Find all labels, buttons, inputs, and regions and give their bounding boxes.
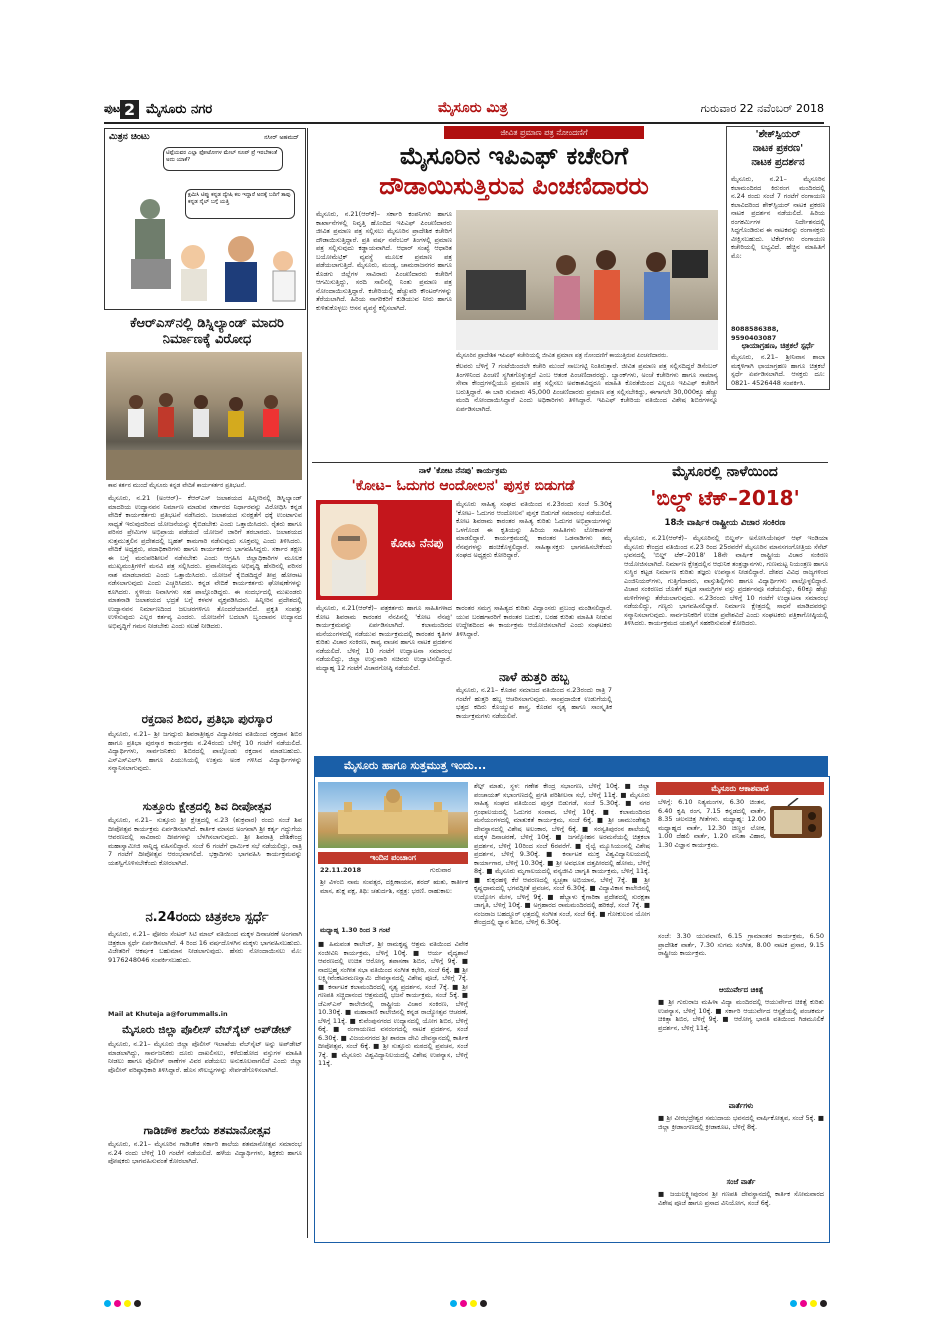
blood-camp-headline: ರಕ್ತದಾನ ಶಿಬಿರ, ಪ್ರತಿಭಾ ಪುರಸ್ಕಾರ xyxy=(141,712,273,726)
page-header xyxy=(104,100,824,124)
lead-body-col1: ಮೈಸೂರು, ನ.21(ಆರ್‌ಕೆ)– ಸರ್ಕಾರಿ ಕಂಪನಿಗಳು ಹಾಗೂ ಕಾರ್ಖಾನೆಗಳಲ್ಲಿ ನಿವೃತ್ತಿ ಹೊಂದಿದ ಇಪಿಎಫ್ ಪಿಂಚಣಿದಾರರು ಜೀವಿತ ಪ್ರಮಾಣ ಪತ್ರ ಸಲ್ಲಿಸಲು ಮೈಸೂರಿನ ಪ್ರಾದೇಶಿಕ ಕಚೇರಿಗೆ ದೌಡಾಯಿಸುತ್ತಿದ್ದಾರೆ. ಪ್ರತಿ ವರ್ಷ ನವೆಂಬರ್ ತಿಂಗಳಲ್ಲಿ ಪ್ರಮಾಣ ಪತ್ರ ಸಲ್ಲಿಸುವುದು ಕಡ್ಡಾಯವಾಗಿದೆ. ಆಧಾರ್ ಸಂಖ್ಯೆ ಆಧಾರಿತ ಬಯೋಮೆಟ್ರಿಕ್ ವ್ಯವಸ್ಥೆ ಮೂಲಕ ಪ್ರಮಾಣ ಪತ್ರ ಪಡೆಯಲಾಗುತ್ತಿದೆ. ಮೈಸೂರು, ಮಂಡ್ಯ, ಚಾಮರಾಜನಗರ ಹಾಗೂ ಕೊಡಗು ಜಿಲ್ಲೆಗಳ ಸಾವಿರಾರು ಪಿಂಚಣಿದಾರರು ಕಚೇರಿಗೆ ಆಗಮಿಸುತ್ತಿದ್ದು, ಸರದಿ ಸಾಲಿನಲ್ಲಿ ನಿಂತು ಪ್ರಮಾಣ ಪತ್ರ ನೋಂದಾಯಿಸುತ್ತಿದ್ದಾರೆ. ಕಚೇರಿಯಲ್ಲಿ ಹೆಚ್ಚುವರಿ ಕೌಂಟರ್‌ಗಳನ್ನು ತೆರೆಯಲಾಗಿದೆ. ಹಿರಿಯ ನಾಗರಿಕರಿಗೆ ಕುಡಿಯುವ ನೀರು ಹಾಗೂ ಕುಳಿತುಕೊಳ್ಳಲು ಆಸನ ವ್ಯವಸ್ಥೆ ಕಲ್ಪಿಸಲಾಗಿದೆ. xyxy=(316,210,452,312)
today-events-col1: ■ ಹಿಮವಂತ ಕಾಲೇಜ್, ಶ್ರೀ ರಾಮಕೃಷ್ಣ ಆಶ್ರಮ ವತಿಯಿಂದ ವಿವೇಕ ಸಂಜೀವಿನಿ ಕಾರ್ಯಕ್ರಮ, ಬೆಳಿಗ್ಗೆ 10ಕ್ಕೆ. ■ ಆರ್ಯ ವೈದ್ಯಶಾಲೆ ಆವರಣದಲ್ಲಿ ಉಚಿತ ಆರೋಗ್ಯ ತಪಾಸಣಾ ಶಿಬಿರ, ಬೆಳಿಗ್ಗೆ 9ಕ್ಕೆ. ■ ನಾದಬ್ರಹ್ಮ ಸಂಗೀತ ಸಭಾ ವತಿಯಿಂದ ಸಂಗೀತ ಕಛೇರಿ, ಸಂಜೆ 6ಕ್ಕೆ. ■ ಶ್ರೀ ಲಕ್ಷ್ಮೀವೆಂಕಟರಮಣಸ್ವಾಮಿ ದೇವಸ್ಥಾನದಲ್ಲಿ ವಿಶೇಷ ಪೂಜೆ, ಬೆಳಿಗ್ಗೆ 7ಕ್ಕೆ. ■ ಕರ್ನಾಟಕ ಕಲಾಮಂದಿರದಲ್ಲಿ ನೃತ್ಯ ಪ್ರದರ್ಶನ, ಸಂಜೆ 7ಕ್ಕೆ. ■ ಶ್ರೀ ಗಣಪತಿ ಸಚ್ಚಿದಾನಂದ ಆಶ್ರಮದಲ್ಲಿ ಭಜನೆ ಕಾರ್ಯಕ್ರಮ, ಸಂಜೆ 5ಕ್ಕೆ. ■ ಜೆಎಸ್‌ಎಸ್ ಕಾಲೇಜಿನಲ್ಲಿ ರಾಷ್ಟ್ರೀಯ ವಿಚಾರ ಸಂಕಿರಣ, ಬೆಳಿಗ್ಗೆ 10.30ಕ್ಕೆ. ■ ಮಹಾರಾಣಿ ಕಾಲೇಜಿನಲ್ಲಿ ಕನ್ನಡ ರಾಜ್ಯೋತ್ಸವ ಆಚರಣೆ, ಬೆಳಿಗ್ಗೆ 11ಕ್ಕೆ. ■ ಕುವೆಂಪುನಗರದ ಉದ್ಯಾನದಲ್ಲಿ ಯೋಗ ಶಿಬಿರ, ಬೆಳಿಗ್ಗೆ 6ಕ್ಕೆ. ■ ರಂಗಾಯಣದ ವನರಂಗದಲ್ಲಿ ನಾಟಕ ಪ್ರದರ್ಶನ, ಸಂಜೆ 6.30ಕ್ಕೆ. ■ ವಿಜಯನಗರದ ಶ್ರೀ ಶಾರದಾ ದೇವಿ ದೇವಸ್ಥಾನದಲ್ಲಿ ಕಾರ್ತಿಕ ದೀಪೋತ್ಸವ, ಸಂಜೆ 6ಕ್ಕೆ. ■ ಶ್ರೀ ಸುತ್ತೂರು ಮಠದಲ್ಲಿ ಪ್ರವಚನ, ಸಂಜೆ 7ಕ್ಕೆ. ■ ಮೈಸೂರು ವಿಶ್ವವಿದ್ಯಾನಿಲಯದಲ್ಲಿ ವಿಶೇಷ ಉಪನ್ಯಾಸ, ಬೆಳಿಗ್ಗೆ 11ಕ್ಕೆ. xyxy=(318,940,468,1067)
kota-kicker: ನಾಳೆ 'ಕೋಟ ನೆನಪು' ಕಾರ್ಯಕ್ರಮ xyxy=(418,466,508,475)
speech-bubble: ಕ್ಷಮಿಸಿ ಟಿಪ್ಪು ಕನ್ನಡ ದ್ವೇಷಿ ಕಲ ಇದ್ದಾರೆ ಅದಕ್ಕೆ ಬದಿಗೆ ತಾವು ಕನ್ನಡ ನೈಲ್ ಬಗ್ಗೆ ಯತ್ತಿ xyxy=(185,189,295,219)
kota-headline: 'ಕೋಟ– ಓದುಗರ ಆಂದೋಲನ' ಪುಸ್ತಕ ಬಿಡುಗಡೆ xyxy=(351,478,575,494)
cartoon-illustration xyxy=(113,169,303,304)
black-dot xyxy=(480,1300,487,1307)
page-word: ಪುಟ xyxy=(104,102,121,115)
lead-headline-line1: ಮೈಸೂರಿನ ಇಪಿಎಫ್ ಕಚೇರಿಗೆ xyxy=(399,142,629,170)
kota-body-col2: ಮೈಸೂರು ಸಾಹಿತ್ಯ ಸಂಘದ ವತಿಯಿಂದ ನ.23ರಂದು ಸಂಜೆ 5.30ಕ್ಕೆ 'ಕೋಟ– ಓದುಗರ ಆಂದೋಲನ' ಪುಸ್ತಕ ಬಿಡುಗಡೆ ಸಮಾರಂಭ ನಡೆಯಲಿದೆ. ಕೋಟ ಶಿವರಾಮ ಕಾರಂತರ ಸಾಹಿತ್ಯ ಕುರಿತು ಓದುಗರ ಅಭಿಪ್ರಾಯಗಳನ್ನು ಒಳಗೊಂಡ ಈ ಕೃತಿಯನ್ನು ಹಿರಿಯ ಸಾಹಿತಿಗಳು ಲೋಕಾರ್ಪಣೆ ಮಾಡಲಿದ್ದಾರೆ. ಕಾರ್ಯಕ್ರಮದಲ್ಲಿ ಕಾರಂತರ ಒಡನಾಡಿಗಳು ತಮ್ಮ ನೆನಪುಗಳನ್ನು ಹಂಚಿಕೊಳ್ಳಲಿದ್ದಾರೆ. ಸಾಹಿತ್ಯಾಸಕ್ತರು ಭಾಗವಹಿಸಬೇಕೆಂದು ಸಂಘದ ಅಧ್ಯಕ್ಷರು ಕೋರಿದ್ದಾರೆ. xyxy=(456,500,612,559)
deepotsava-body: ಮೈಸೂರು, ನ.21– ಸುತ್ತೂರು ಶ್ರೀ ಕ್ಷೇತ್ರದಲ್ಲಿ ನ.23 (ಶುಕ್ರವಾರ) ರಂದು ಸಂಜೆ ಶಿವ ದೀಪೋತ್ಸವ ಕಾರ್ಯಕ್ರಮ ಏರ್ಪಡಿಸಲಾಗಿದೆ. ಕಾರ್ತಿಕ ಮಾಸದ ಅಂಗವಾಗಿ ಶ್ರೀ ಕರ್ತೃ ಗದ್ದುಗೆಯ ಆವರಣದಲ್ಲಿ ಸಾವಿರಾರು ದೀಪಗಳನ್ನು ಬೆಳಗಿಸಲಾಗುವುದು. ಶ್ರೀ ಶಿವರಾತ್ರಿ ದೇಶಿಕೇಂದ್ರ ಮಹಾಸ್ವಾಮೀಜಿ ಸಾನ್ನಿಧ್ಯ ವಹಿಸಲಿದ್ದಾರೆ. ಸಂಜೆ 6 ಗಂಟೆಗೆ ಧಾರ್ಮಿಕ ಸಭೆ ನಡೆಯಲಿದ್ದು, ರಾತ್ರಿ 7 ಗಂಟೆಗೆ ದೀಪೋತ್ಸವ ಆರಂಭವಾಗಲಿದೆ. ಭಕ್ತಾದಿಗಳು ಭಾಗವಹಿಸಿ ಕಾರ್ಯಕ್ರಮವನ್ನು ಯಶಸ್ವಿಗೊಳಿಸಬೇಕೆಂದು ಕೋರಲಾಗಿದೆ. xyxy=(108,816,302,867)
drama-box xyxy=(726,126,830,390)
author-portrait xyxy=(320,504,378,596)
panchanga-date: 22.11.2018 xyxy=(320,866,362,874)
cyan-dot xyxy=(450,1300,457,1307)
color-registration-marks xyxy=(104,1300,141,1307)
panchanga-rahukala: ಮಧ್ಯಾಹ್ನ 1.30 ರಿಂದ 3 ಗಂಟೆ xyxy=(320,926,390,934)
epf-photo-caption: ಮೈಸೂರಿನ ಪ್ರಾದೇಶಿಕ ಇಪಿಎಫ್ ಕಚೇರಿಯಲ್ಲಿ ಜೀವಿತ ಪ್ರಮಾಣ ಪತ್ರ ನೋಂದಣಿಗೆ ಕಾಯುತ್ತಿರುವ ಪಿಂಚಣಿದಾರರು. xyxy=(456,352,669,359)
akashvani-evening: ಸಂಜೆ: 3.30 ಯುವವಾಣಿ, 6.15 ಗ್ರಾಮಾಂತರ ಕಾರ್ಯಕ್ರಮ, 6.50 ಪ್ರಾದೇಶಿಕ ವಾರ್ತೆ, 7.30 ಸುಗಮ ಸಂಗೀತ, 8.00 ನಾಟಕ ಪ್ರಸಾರ, 9.15 ರಾಷ್ಟ್ರೀಯ ಕಾರ್ಯಕ್ರಮ. xyxy=(658,932,824,957)
drama-phone: 8088586388, 9590403087 xyxy=(731,325,779,342)
buildtech-subhead: 18ನೇ ವಾರ್ಷಿಕ ರಾಷ್ಟ್ರೀಯ ವಿಚಾರ ಸಂಕಿರಣ xyxy=(664,518,786,528)
magenta-dot xyxy=(460,1300,467,1307)
police-website-headline: ಮೈಸೂರು ಜಿಲ್ಲಾ ಪೊಲೀಸ್ ವೆಬ್‌ಸೈಟ್ ಅಪ್‌ಡೇಟ್ xyxy=(122,1024,292,1036)
buildtech-headline-line1: ಮೈಸೂರಲ್ಲಿ ನಾಳೆಯಿಂದ xyxy=(672,464,778,480)
panchanga-weekday: ಗುರುವಾರ xyxy=(430,866,451,874)
section-divider xyxy=(312,462,828,463)
krs-body: ಮೈಸೂರು, ನ.21 (ಅಂಆರ್)– ಕೆಆರ್‌ಎಸ್ ಜಲಾಶಯದ ಹಿನ್ನೀರಿನಲ್ಲಿ ಡಿಸ್ನಿಲ್ಯಾಂಡ್ ಮಾದರಿಯ ಉದ್ಯಾನವನ ನಿರ್ಮಾಣ ಮಾಡುವ ಸರ್ಕಾರದ ನಿರ್ಧಾರವನ್ನು ವಿರೋಧಿಸಿ ಕನ್ನಡ ವೇದಿಕೆ ಕಾರ್ಯಕರ್ತರು ಪ್ರತಿಭಟನೆ ನಡೆಸಿದರು. ಜಲಾಶಯದ ಸುರಕ್ಷತೆಗೆ ಧಕ್ಕೆ ಉಂಟಾಗುವ ಸಾಧ್ಯತೆ ಇರುವುದರಿಂದ ಯೋಜನೆಯನ್ನು ಕೈಬಿಡಬೇಕು ಎಂದು ಒತ್ತಾಯಿಸಿದರು. ರೈತರು ಹಾಗೂ ಪರಿಸರ ಪ್ರೇಮಿಗಳ ಅಭಿಪ್ರಾಯ ಪಡೆಯದೆ ಯೋಜನೆ ಜಾರಿಗೆ ತರಬಾರದು. ಜಲಾಶಯದ ಸುತ್ತಮುತ್ತಲಿನ ಪ್ರದೇಶದಲ್ಲಿ ಬೃಹತ್ ಕಾಮಗಾರಿ ನಡೆಸುವುದು ಸೂಕ್ತವಲ್ಲ ಎಂದು ತಿಳಿಸಿದರು. ವೇದಿಕೆ ಅಧ್ಯಕ್ಷರು, ಪದಾಧಿಕಾರಿಗಳು ಹಾಗೂ ಕಾರ್ಯಕರ್ತರು ಭಾಗವಹಿಸಿದ್ದರು. ಸರ್ಕಾರ ತಕ್ಷಣ ಈ ಬಗ್ಗೆ ಮರುಪರಿಶೀಲನೆ ನಡೆಸಬೇಕು ಎಂದು ಆಗ್ರಹಿಸಿ ಜಿಲ್ಲಾಧಿಕಾರಿಗಳ ಮೂಲಕ ಮುಖ್ಯಮಂತ್ರಿಗಳಿಗೆ ಮನವಿ ಪತ್ರ ಸಲ್ಲಿಸಿದರು. ಪ್ರವಾಸೋದ್ಯಮ ಅಭಿವೃದ್ಧಿ ಹೆಸರಿನಲ್ಲಿ ಪರಿಸರ ನಾಶ ಮಾಡಬಾರದು ಎಂದು ಒತ್ತಾಯಿಸಿದರು. ಯೋಜನೆ ಕೈಬಿಡದಿದ್ದರೆ ತೀವ್ರ ಹೋರಾಟ ನಡೆಸಲಾಗುವುದು ಎಂದು ಎಚ್ಚರಿಸಿದರು. ಕನ್ನಡ ವೇದಿಕೆ ಕಾರ್ಯಕರ್ತರು ಘೋಷಣೆಗಳನ್ನು ಕೂಗಿದರು. ಸ್ಥಳೀಯ ನಿವಾಸಿಗಳು ಸಹ ಪಾಲ್ಗೊಂಡಿದ್ದರು. ಈ ಸಂದರ್ಭದಲ್ಲಿ ಮುಖಂಡರು ಮಾತನಾಡಿ ಜಲಾಶಯದ ಭದ್ರತೆ ಬಗ್ಗೆ ಕಳವಳ ವ್ಯಕ್ತಪಡಿಸಿದರು. ಹಿನ್ನೀರಿನ ಪ್ರದೇಶದಲ್ಲಿ ಉದ್ಯಾನವನ ನಿರ್ಮಾಣದಿಂದ ಜಲಚರಗಳಿಗೂ ತೊಂದರೆಯಾಗಲಿದೆ. ಪ್ರಕೃತಿ ಸಂಪತ್ತು ಉಳಿಸುವುದು ಎಲ್ಲರ ಕರ್ತವ್ಯ ಎಂದರು. ಯೋಜನೆಗೆ ಬದಲಾಗಿ ಬೃಂದಾವನ ಉದ್ಯಾನದ ಅಭಿವೃದ್ಧಿಗೆ ಗಮನ ನೀಡಬೇಕು ಎಂದು ಸಲಹೆ ನೀಡಿದರು. xyxy=(108,494,302,630)
police-website-body: ಮೈಸೂರು, ನ.21– ಮೈಸೂರು ಜಿಲ್ಲಾ ಪೊಲೀಸ್ ಇಲಾಖೆಯ ವೆಬ್‌ಸೈಟ್ ಅನ್ನು ಅಪ್‌ಡೇಟ್ ಮಾಡಲಾಗಿದ್ದು, ಸಾರ್ವಜನಿಕರು ದೂರು ದಾಖಲಿಸಲು, ಕಳೆದುಹೋದ ವಸ್ತುಗಳ ಮಾಹಿತಿ ನೀಡಲು ಹಾಗೂ ಪೊಲೀಸ್ ಠಾಣೆಗಳ ವಿವರ ಪಡೆಯಲು ಅನುಕೂಲವಾಗಲಿದೆ ಎಂದು ಜಿಲ್ಲಾ ಪೊಲೀಸ್ ವರಿಷ್ಠಾಧಿಕಾರಿ ತಿಳಿಸಿದ್ದಾರೆ. ಹೊಸ ಸೌಲಭ್ಯಗಳನ್ನು ಸೇರ್ಪಡೆಗೊಳಿಸಲಾಗಿದೆ. xyxy=(108,1040,302,1074)
competition-headline: ಛಾಯಾಗ್ರಹಣ, ಚಿತ್ರಕಲೆ ಸ್ಪರ್ಧೆ xyxy=(741,341,815,350)
chitrakala-body: ಮೈಸೂರು, ನ.21– ಫೋರಂ ಸೆಂಟರ್ ಸಿಟಿ ಮಾಲ್ ವತಿಯಿಂದ ಮಕ್ಕಳ ದಿನಾಚರಣೆ ಅಂಗವಾಗಿ ಚಿತ್ರಕಲಾ ಸ್ಪರ್ಧೆ ಏರ್ಪಡಿಸಲಾಗಿದೆ. 4 ರಿಂದ 16 ವರ್ಷದೊಳಗಿನ ಮಕ್ಕಳು ಭಾಗವಹಿಸಬಹುದು. ವಿಜೇತರಿಗೆ ಆಕರ್ಷಕ ಬಹುಮಾನ ನೀಡಲಾಗುವುದು. ಹೆಸರು ನೋಂದಾಯಿಸಲು ಮೊ: 9176248046 ಸಂಪರ್ಕಿಸಬಹುದು. xyxy=(108,930,302,964)
competition-body: ಮೈಸೂರು, ನ.21– ಶ್ರೀನಿವಾಸ ಶಾಲಾ ಮಕ್ಕಳಿಗಾಗಿ ಛಾಯಾಗ್ರಹಣ ಹಾಗೂ ಚಿತ್ರಕಲೆ ಸ್ಪರ್ಧೆ ಏರ್ಪಡಿಸಲಾಗಿದೆ. ಆಸಕ್ತರು ದೂ: 0821- 4526448 ಸಂಪರ್ಕಿಸಿ. xyxy=(731,353,825,387)
chitrakala-email[interactable]: Mail at Khuteja a@forummalls.in xyxy=(108,1010,228,1018)
page-number: 2 xyxy=(120,100,139,119)
epf-office-photo xyxy=(456,210,718,350)
panchanga-headline: ಇಂದಿನ ಪಂಚಾಂಗ xyxy=(318,852,468,864)
cartoon-panel xyxy=(104,128,306,310)
radio-subhead-news: ವಾರ್ತೆಗಳು xyxy=(728,1102,754,1110)
speech-bubble: ಟಿಪ್ಪೆಯವರ ಎಲ್ಲಾ ಫೋಟೋಗಳ ಮೇಲ್ ಸೂಪ್ ಪ್ರೆ ಇರಬೇಕಂತೆ ಅದು ಯಾಕೆ? xyxy=(163,147,283,171)
akashvani-body4: ■ ಜಯಲಕ್ಷ್ಮೀಪುರಂನ ಶ್ರೀ ಗಣಪತಿ ದೇವಸ್ಥಾನದಲ್ಲಿ ಕಾರ್ತಿಕ ಸೋಮವಾರದ ವಿಶೇಷ ಪೂಜೆ ಹಾಗೂ ಪ್ರಸಾದ ವಿನಿಯೋಗ, ಸಂಜೆ 6ಕ್ಕೆ. xyxy=(658,1190,824,1207)
yellow-dot xyxy=(124,1300,131,1307)
cyan-dot xyxy=(104,1300,111,1307)
kota-body-col1: ಮೈಸೂರು, ನ.21(ಆರ್‌ಕೆ)– ಪತ್ರಕರ್ತರು ಹಾಗೂ ಸಾಹಿತಿಗಳಾದ ಕೋಟ ಶಿವರಾಮ ಕಾರಂತರ ನೆನಪಿನಲ್ಲಿ 'ಕೋಟ ನೆನಪು' ಕಾರ್ಯಕ್ರಮವನ್ನು ಏರ್ಪಡಿಸಲಾಗಿದೆ. ಕಲಾಮಂದಿರದ ಮನೆಯಂಗಳದಲ್ಲಿ ನಡೆಯುವ ಕಾರ್ಯಕ್ರಮದಲ್ಲಿ ಕಾರಂತರ ಕೃತಿಗಳ ಕುರಿತು ವಿಚಾರ ಸಂಕಿರಣ, ಕಾವ್ಯ ವಾಚನ ಹಾಗೂ ನಾಟಕ ಪ್ರದರ್ಶನ ನಡೆಯಲಿದೆ. ಬೆಳಿಗ್ಗೆ 10 ಗಂಟೆಗೆ ಉದ್ಘಾಟನಾ ಸಮಾರಂಭ ನಡೆಯಲಿದ್ದು, ಜಿಲ್ಲಾ ಉಸ್ತುವಾರಿ ಸಚಿವರು ಉದ್ಘಾಟಿಸಲಿದ್ದಾರೆ. ಮಧ್ಯಾಹ್ನ 12 ಗಂಟೆಗೆ ವಿಚಾರಗೋಷ್ಠಿ ನಡೆಯಲಿದೆ. xyxy=(316,604,452,672)
buildtech-headline-line2: 'ಬಿಲ್ಡ್ ಟೆಕ್–2018' xyxy=(650,486,800,510)
yellow-dot xyxy=(470,1300,477,1307)
akashvani-headline: ಮೈಸೂರು ಆಕಾಶವಾಣಿ xyxy=(656,782,824,795)
akashvani-body3: ■ ಶ್ರೀ ವೀರಭದ್ರೇಶ್ವರ ಸಮುದಾಯ ಭವನದಲ್ಲಿ ವಾರ್ಷಿಕೋತ್ಸವ, ಸಂಜೆ 5ಕ್ಕೆ. ■ ಜಿಲ್ಲಾ ಕ್ರೀಡಾಂಗಣದಲ್ಲಿ ಕ್ರೀಡಾಕೂಟ, ಬೆಳಿಗ್ಗೆ 8ಕ್ಕೆ. xyxy=(658,1114,824,1131)
drama-body: ಮೈಸೂರು, ನ.21– ಮೈಸೂರಿನ ಕಲಾಮಂದಿರದ ಕಿರುರಂಗ ಮಂದಿರದಲ್ಲಿ ನ.24 ರಂದು ಸಂಜೆ 7 ಗಂಟೆಗೆ ರಂಗಾಯಣ ಕಲಾವಿದರಿಂದ ಶೇಕ್‌ಸ್ಪಿಯರ್ ನಾಟಕ ಪ್ರಕರಣ ನಾಟಕ ಪ್ರದರ್ಶನ ನಡೆಯಲಿದೆ. ಹಿರಿಯ ರಂಗಕರ್ಮಿಗಳ ನಿರ್ದೇಶನದಲ್ಲಿ ಸಿದ್ಧಗೊಂಡಿರುವ ಈ ನಾಟಕವನ್ನು ರಂಗಾಸಕ್ತರು ವೀಕ್ಷಿಸಬಹುದು. ಟಿಕೆಟ್‌ಗಳು ರಂಗಾಯಣ ಕಚೇರಿಯಲ್ಲಿ ಲಭ್ಯವಿದೆ. ಹೆಚ್ಚಿನ ಮಾಹಿತಿಗೆ ಮೊ: xyxy=(731,175,825,260)
radio-subhead-evening-news: ಸಂಜೆ ವಾರ್ತೆ xyxy=(726,1178,756,1186)
huttari-headline: ನಾಳೆ ಹುತ್ತರಿ ಹಬ್ಬ xyxy=(499,670,569,684)
yellow-dot xyxy=(810,1300,817,1307)
panchanga-body: ಶ್ರೀ ವಿಳಂಬಿ ನಾಮ ಸಂವತ್ಸರ, ದಕ್ಷಿಣಾಯನ, ಶರದ್ ಋತು, ಕಾರ್ತೀಕ ಮಾಸ, ಶುಕ್ಲ ಪಕ್ಷ, ತಿಥಿ: ಚತುರ್ದಶಿ, ನಕ್ಷತ್ರ: ಭರಣಿ. ರಾಹುಕಾಲ: xyxy=(320,878,468,895)
magenta-dot xyxy=(800,1300,807,1307)
book-title: ಕೋಟ ನೆನಪು xyxy=(390,536,444,550)
lead-headline-line2: ದೌಡಾಯಿಸುತ್ತಿರುವ ಪಿಂಚಣಿದಾರರು xyxy=(379,172,649,200)
drama-headline-line2: ನಾಟಕ ಪ್ರಕರಣ' xyxy=(752,143,804,154)
school-body: ಮೈಸೂರು, ನ.21– ಮೈಸೂರಿನ ಗಾಡಿಚೌಕ ಸರ್ಕಾರಿ ಶಾಲೆಯ ಶತಮಾನೋತ್ಸವ ಸಮಾರಂಭ ನ.24 ರಂದು ಬೆಳಿಗ್ಗೆ 10 ಗಂಟೆಗೆ ನಡೆಯಲಿದೆ. ಹಳೆಯ ವಿದ್ಯಾರ್ಥಿಗಳು, ಶಿಕ್ಷಕರು ಹಾಗೂ ಪೋಷಕರು ಭಾಗವಹಿಸುವಂತೆ ಕೋರಲಾಗಿದೆ. xyxy=(108,1140,302,1165)
drama-headline-line3: ನಾಟಕ ಪ್ರದರ್ಶನ xyxy=(751,157,805,168)
protest-photo xyxy=(106,352,302,480)
color-registration-marks xyxy=(790,1300,827,1307)
akashvani-body2: ■ ಶ್ರೀ ಗುರುರಾಜ ಮಹಿಳಾ ವಿದ್ಯಾ ಮಂದಿರದಲ್ಲಿ ಆಯುರ್ವೇದ ಚಿಕಿತ್ಸೆ ಕುರಿತು ಉಪನ್ಯಾಸ, ಬೆಳಿಗ್ಗೆ 10ಕ್ಕೆ. ■ ಸರ್ಕಾರಿ ಆಯುರ್ವೇದ ಆಸ್ಪತ್ರೆಯಲ್ಲಿ ಪಂಚಕರ್ಮ ಚಿಕಿತ್ಸಾ ಶಿಬಿರ, ಬೆಳಿಗ್ಗೆ 9ಕ್ಕೆ. ■ ಆರೋಗ್ಯ ಭಾರತಿ ವತಿಯಿಂದ ಗಿಡಮೂಲಿಕೆ ಪ್ರದರ್ಶನ, ಬೆಳಿಗ್ಗೆ 11ಕ್ಕೆ. xyxy=(658,998,824,1032)
lead-kicker: ಜೀವಿತ ಪ್ರಮಾಣ ಪತ್ರ ನೋಂದಣಿಗೆ xyxy=(444,126,644,139)
today-events-col2: ಶೆಲ್ಫ್ ಮಾತು, ಸ್ಥಳ: ಗಣೇಶ ಕೇಂದ್ರ ಸಭಾಂಗಣ, ಬೆಳಿಗ್ಗೆ 10ಕ್ಕೆ. ■ ಜಿಲ್ಲಾ ಪಂಚಾಯತ್ ಸಭಾಂಗಣದಲ್ಲಿ ಪ್ರಗತಿ ಪರಿಶೀಲನಾ ಸಭೆ, ಬೆಳಿಗ್ಗೆ 11ಕ್ಕೆ. ■ ಮೈಸೂರು ಸಾಹಿತ್ಯ ಸಂಘದ ವತಿಯಿಂದ ಪುಸ್ತಕ ಬಿಡುಗಡೆ, ಸಂಜೆ 5.30ಕ್ಕೆ. ■ ನಗರ ಗ್ರಂಥಾಲಯದಲ್ಲಿ ಓದುಗರ ಸಂವಾದ, ಬೆಳಿಗ್ಗೆ 10ಕ್ಕೆ. ■ ಕಲಾಮಂದಿರದ ಮನೆಯಂಗಳದಲ್ಲಿ ಮಾತುಕತೆ ಕಾರ್ಯಕ್ರಮ, ಸಂಜೆ 6ಕ್ಕೆ. ■ ಶ್ರೀ ಚಾಮುಂಡೇಶ್ವರಿ ದೇವಸ್ಥಾನದಲ್ಲಿ ವಿಶೇಷ ಅಲಂಕಾರ, ಬೆಳಿಗ್ಗೆ 6ಕ್ಕೆ. ■ ಸರಸ್ವತಿಪುರಂನ ಶಾಲೆಯಲ್ಲಿ ಮಕ್ಕಳ ದಿನಾಚರಣೆ, ಬೆಳಿಗ್ಗೆ 10ಕ್ಕೆ. ■ ಜಗನ್ಮೋಹನ ಅರಮನೆಯಲ್ಲಿ ಚಿತ್ರಕಲಾ ಪ್ರದರ್ಶನ, ಬೆಳಿಗ್ಗೆ 10ರಿಂದ ಸಂಜೆ 6ರವರೆಗೆ. ■ ರೈಲ್ವೆ ಮ್ಯೂಸಿಯಂನಲ್ಲಿ ವಿಶೇಷ ಪ್ರದರ್ಶನ, ಬೆಳಿಗ್ಗೆ 9.30ಕ್ಕೆ. ■ ಕರ್ನಾಟಕ ಮುಕ್ತ ವಿಶ್ವವಿದ್ಯಾನಿಲಯದಲ್ಲಿ ಕಾರ್ಯಾಗಾರ, ಬೆಳಿಗ್ಗೆ 10.30ಕ್ಕೆ. ■ ಶ್ರೀ ಅವಧೂತ ದತ್ತಪೀಠದಲ್ಲಿ ಹೋಮ, ಬೆಳಿಗ್ಗೆ 8ಕ್ಕೆ. ■ ಮೈಸೂರು ಮೃಗಾಲಯದಲ್ಲಿ ವನ್ಯಜೀವಿ ಜಾಗೃತಿ ಕಾರ್ಯಕ್ರಮ, ಬೆಳಿಗ್ಗೆ 11ಕ್ಕೆ. ■ ಕುಕ್ಕರಹಳ್ಳಿ ಕೆರೆ ಆವರಣದಲ್ಲಿ ಸ್ವಚ್ಛತಾ ಅಭಿಯಾನ, ಬೆಳಿಗ್ಗೆ 7ಕ್ಕೆ. ■ ಶ್ರೀ ಕೃಷ್ಣಧಾಮದಲ್ಲಿ ಭಗವದ್ಗೀತೆ ಪ್ರವಚನ, ಸಂಜೆ 6.30ಕ್ಕೆ. ■ ವಿದ್ಯಾವಿಕಾಸ ಕಾಲೇಜಿನಲ್ಲಿ ಉದ್ಯೋಗ ಮೇಳ, ಬೆಳಿಗ್ಗೆ 9ಕ್ಕೆ. ■ ಹೆಬ್ಬಾಳು ಕೈಗಾರಿಕಾ ಪ್ರದೇಶದಲ್ಲಿ ಸುರಕ್ಷತಾ ಜಾಗೃತಿ, ಬೆಳಿಗ್ಗೆ 10ಕ್ಕೆ. ■ ಅಗ್ರಹಾರದ ರಾಮಮಂದಿರದಲ್ಲಿ ಹರಿಕಥೆ, ಸಂಜೆ 7ಕ್ಕೆ. ■ ನಂಜರಾಜ ಬಹದ್ದೂರ್ ಛತ್ರದಲ್ಲಿ ಸಂಗೀತ ಸಂಜೆ, ಸಂಜೆ 6ಕ್ಕೆ. ■ ಗೋಕುಲಂನ ಯೋಗ ಕೇಂದ್ರದಲ್ಲಿ ಧ್ಯಾನ ಶಿಬಿರ, ಬೆಳಿಗ್ಗೆ 6.30ಕ್ಕೆ. xyxy=(474,782,650,926)
krs-headline: ಕೆಆರ್‌ಎಸ್‌ನಲ್ಲಿ ಡಿಸ್ನಿಲ್ಯಾಂಡ್ ಮಾದರಿ ನಿರ್ಮಾಣಕ್ಕೆ ವಿರೋಧ xyxy=(130,316,284,347)
black-dot xyxy=(820,1300,827,1307)
radio-subhead-ayurveda: ಆಯುರ್ವೇದ ಚಿಕಿತ್ಸೆ xyxy=(718,986,764,994)
buildtech-body: ಮೈಸೂರು, ನ.21(ಆರ್‌ಕೆ)– ಮೈಸೂರಿನಲ್ಲಿ ಬಿಲ್ಡರ್ಸ್ ಅಸೋಸಿಯೇಷನ್ ಆಫ್ ಇಂಡಿಯಾ ಮೈಸೂರು ಕೇಂದ್ರದ ವತಿಯಿಂದ ನ.23 ರಿಂದ 25ರವರೆಗೆ ಮೈಸೂರಿನ ಮಾನಸಗಂಗೋತ್ರಿಯ ಸೆನೆಟ್ ಭವನದಲ್ಲಿ 'ಬಿಲ್ಡ್ ಟೆಕ್–2018' 18ನೇ ವಾರ್ಷಿಕ ರಾಷ್ಟ್ರೀಯ ವಿಚಾರ ಸಂಕಿರಣ ಆಯೋಜಿಸಲಾಗಿದೆ. ನಿರ್ಮಾಣ ಕ್ಷೇತ್ರದಲ್ಲಿನ ಆಧುನಿಕ ತಂತ್ರಜ್ಞಾನಗಳು, ಗುಣಮಟ್ಟ ನಿಯಂತ್ರಣ ಹಾಗೂ ಸುಸ್ಥಿರ ಕಟ್ಟಡ ನಿರ್ಮಾಣ ಕುರಿತು ತಜ್ಞರು ಉಪನ್ಯಾಸ ನೀಡಲಿದ್ದಾರೆ. ದೇಶದ ವಿವಿಧ ರಾಜ್ಯಗಳಿಂದ ಎಂಜಿನಿಯರ್‌ಗಳು, ಗುತ್ತಿಗೆದಾರರು, ವಾಸ್ತುಶಿಲ್ಪಿಗಳು ಹಾಗೂ ವಿದ್ಯಾರ್ಥಿಗಳು ಪಾಲ್ಗೊಳ್ಳಲಿದ್ದಾರೆ. ವಿಚಾರ ಸಂಕಿರಣದ ಜೊತೆಗೆ ಕಟ್ಟಡ ಸಾಮಗ್ರಿಗಳ ವಸ್ತು ಪ್ರದರ್ಶನವೂ ನಡೆಯಲಿದ್ದು, 60ಕ್ಕೂ ಹೆಚ್ಚು ಮಳಿಗೆಗಳನ್ನು ತೆರೆಯಲಾಗುವುದು. ನ.23ರಂದು ಬೆಳಿಗ್ಗೆ 10 ಗಂಟೆಗೆ ಉದ್ಘಾಟನಾ ಸಮಾರಂಭ ನಡೆಯಲಿದ್ದು, ಗಣ್ಯರು ಭಾಗವಹಿಸಲಿದ್ದಾರೆ. ನಿರ್ಮಾಣ ಕ್ಷೇತ್ರದಲ್ಲಿ ಸಾಧನೆ ಮಾಡಿದವರನ್ನು ಸನ್ಮಾನಿಸಲಾಗುವುದು. ಸಾರ್ವಜನಿಕರಿಗೆ ಉಚಿತ ಪ್ರವೇಶವಿದೆ ಎಂದು ಸಂಘಟಕರು ಪತ್ರಿಕಾಗೋಷ್ಠಿಯಲ್ಲಿ ತಿಳಿಸಿದರು. ಕಾರ್ಯಕ್ರಮದ ಯಶಸ್ಸಿಗೆ ಸಹಕರಿಸುವಂತೆ ಕೋರಿದರು. xyxy=(624,534,828,627)
akashvani-schedule: ಬೆಳಿಗ್ಗೆ: 6.10 ನಿತ್ಯಮಂಗಳ, 6.30 ಚಿಂತನ, 6.40 ಕೃಷಿ ರಂಗ, 7.15 ಕನ್ನಡದಲ್ಲಿ ವಾರ್ತೆ, 8.35 ಚಲನಚಿತ್ರ ಗೀತೆಗಳು. ಮಧ್ಯಾಹ್ನ: 12.00 ಮಧ್ಯಾಹ್ನದ ವಾರ್ತೆ, 12.30 ಚಿಣ್ಣರ ಲೋಕ, 1.00 ದೆಹಲಿ ವಾರ್ತೆ, 1.20 ವನಿತಾ ವಿಹಾರ, 1.30 ವಿಜ್ಞಾನ ಕಾರ್ಯಕ್ರಮ. xyxy=(658,798,766,849)
deepotsava-headline: ಸುತ್ತೂರು ಕ್ಷೇತ್ರದಲ್ಲಿ ಶಿವ ದೀಪೋತ್ಸವ xyxy=(142,800,272,813)
column-divider xyxy=(307,128,308,1238)
section-title: ಮೈಸೂರು ನಗರ xyxy=(146,102,213,117)
krs-caption: ಕಾವ ಕರ್ತನ ಮುಂದೆ ಮೈಸೂರು ಕನ್ನಡ ವೇದಿಕೆ ಕಾರ್ಯಕರ್ತರ ಪ್ರತಿಭಟನೆ. xyxy=(108,482,247,489)
drama-headline-line1: 'ಶೇಕ್‌ಸ್ಪಿಯರ್ xyxy=(755,129,801,140)
masthead-logo: ಮೈಸೂರು ಮಿತ್ರ xyxy=(438,100,508,116)
kota-body-col3: ಕಾರಂತರ ಸಮಗ್ರ ಸಾಹಿತ್ಯದ ಕುರಿತು ವಿದ್ವಾಂಸರು ಪ್ರಬಂಧ ಮಂಡಿಸಲಿದ್ದಾರೆ. ಯುವ ಬರಹಗಾರರಿಗೆ ಕಾರಂತರ ಬದುಕು, ಬರಹ ಕುರಿತು ಮಾಹಿತಿ ನೀಡುವ ಉದ್ದೇಶದಿಂದ ಈ ಕಾರ್ಯಕ್ರಮ ಆಯೋಜಿಸಲಾಗಿದೆ ಎಂದು ಸಂಘಟಕರು ತಿಳಿಸಿದ್ದಾರೆ. xyxy=(456,604,612,638)
magenta-dot xyxy=(114,1300,121,1307)
color-registration-marks xyxy=(450,1300,487,1307)
today-band: ಮೈಸೂರು ಹಾಗೂ ಸುತ್ತಮುತ್ತ ಇಂದು... xyxy=(314,756,828,776)
radio-icon xyxy=(768,798,824,840)
cartoon-artist: ನಸೀರ್ ಅಹಮದ್ xyxy=(264,134,299,141)
black-dot xyxy=(134,1300,141,1307)
mysore-palace-photo xyxy=(318,782,468,848)
school-headline: ಗಾಡಿಚೌಕ ಶಾಲೆಯ ಶತಮಾನೋತ್ಸವ xyxy=(143,1124,271,1137)
book-cover xyxy=(316,500,452,600)
lead-body-col2: ಕೆಲವರು ಬೆಳಿಗ್ಗೆ 7 ಗಂಟೆಯಿಂದಲೇ ಕಚೇರಿ ಮುಂದೆ ಸಾಲುಗಟ್ಟಿ ನಿಂತಿರುತ್ತಾರೆ. ಜೀವಿತ ಪ್ರಮಾಣ ಪತ್ರ ಸಲ್ಲಿಸದಿದ್ದರೆ ಡಿಸೆಂಬರ್ ತಿಂಗಳಿನಿಂದ ಪಿಂಚಣಿ ಸ್ಥಗಿತಗೊಳ್ಳುತ್ತದೆ ಎಂಬ ಆತಂಕ ಪಿಂಚಣಿದಾರರದ್ದು. ಬ್ಯಾಂಕ್‌ಗಳು, ಅಂಚೆ ಕಚೇರಿಗಳು ಹಾಗೂ ಸಾಮಾನ್ಯ ಸೇವಾ ಕೇಂದ್ರಗಳಲ್ಲಿಯೂ ಪ್ರಮಾಣ ಪತ್ರ ಸಲ್ಲಿಸಲು ಅವಕಾಶವಿದ್ದರೂ ಮಾಹಿತಿ ಕೊರತೆಯಿಂದ ಎಲ್ಲರೂ ಇಪಿಎಫ್ ಕಚೇರಿಗೆ ಬರುತ್ತಿದ್ದಾರೆ. ಈ ಬಾರಿ ಸುಮಾರು 45,000 ಪಿಂಚಣಿದಾರರು ಪ್ರಮಾಣ ಪತ್ರ ಸಲ್ಲಿಸಬೇಕಿದ್ದು, ಈಗಾಗಲೇ 30,000ಕ್ಕೂ ಹೆಚ್ಚು ಮಂದಿ ನೋಂದಾಯಿಸಿದ್ದಾರೆ ಎಂದು ಅಧಿಕಾರಿಗಳು ತಿಳಿಸಿದ್ದಾರೆ. ಇಪಿಎಫ್ ಕಚೇರಿಯ ವತಿಯಿಂದ ವಿಶೇಷ ಶಿಬಿರಗಳನ್ನೂ ಏರ್ಪಡಿಸಲಾಗಿದೆ. xyxy=(456,362,718,413)
cyan-dot xyxy=(790,1300,797,1307)
blood-camp-body: ಮೈಸೂರು, ನ.21– ಶ್ರೀ ಜಗದ್ಗುರು ಶಿವರಾತ್ರೀಶ್ವರ ವಿದ್ಯಾಪೀಠದ ವತಿಯಿಂದ ರಕ್ತದಾನ ಶಿಬಿರ ಹಾಗೂ ಪ್ರತಿಭಾ ಪುರಸ್ಕಾರ ಕಾರ್ಯಕ್ರಮ ನ.24ರಂದು ಬೆಳಿಗ್ಗೆ 10 ಗಂಟೆಗೆ ನಡೆಯಲಿದೆ. ವಿದ್ಯಾರ್ಥಿಗಳು, ಸಾರ್ವಜನಿಕರು ಶಿಬಿರದಲ್ಲಿ ಪಾಲ್ಗೊಂಡು ರಕ್ತದಾನ ಮಾಡಬಹುದು. ಎಸ್‌ಎಸ್‌ಎಲ್‌ಸಿ ಹಾಗೂ ಪಿಯುಸಿಯಲ್ಲಿ ಉತ್ತಮ ಅಂಕ ಗಳಿಸಿದ ವಿದ್ಯಾರ್ಥಿಗಳನ್ನು ಸನ್ಮಾನಿಸಲಾಗುವುದು. xyxy=(108,730,302,772)
chitrakala-headline: ನ.24ರಂದು ಚಿತ್ರಕಲಾ ಸ್ಪರ್ಧೆ xyxy=(145,910,269,925)
huttari-body: ಮೈಸೂರು, ನ.21– ಕೊಡವ ಸಮಾಜದ ವತಿಯಿಂದ ನ.23ರಂದು ರಾತ್ರಿ 7 ಗಂಟೆಗೆ ಹುತ್ತರಿ ಹಬ್ಬ ಆಚರಿಸಲಾಗುವುದು. ಸಾಂಪ್ರದಾಯಿಕ ಉಡುಗೆಯಲ್ಲಿ ಭತ್ತದ ಕದಿರು ಕೊಯ್ಯುವ ಶಾಸ್ತ್ರ, ಕೊಡವ ನೃತ್ಯ ಹಾಗೂ ಸಾಂಸ್ಕೃತಿಕ ಕಾರ್ಯಕ್ರಮಗಳು ನಡೆಯಲಿವೆ. xyxy=(456,686,612,720)
cartoon-title: ಮಿತ್ರನ ಚಿಂಟು xyxy=(109,132,150,142)
issue-date: ಗುರುವಾರ 22 ನವೆಂಬರ್ 2018 xyxy=(700,102,824,115)
